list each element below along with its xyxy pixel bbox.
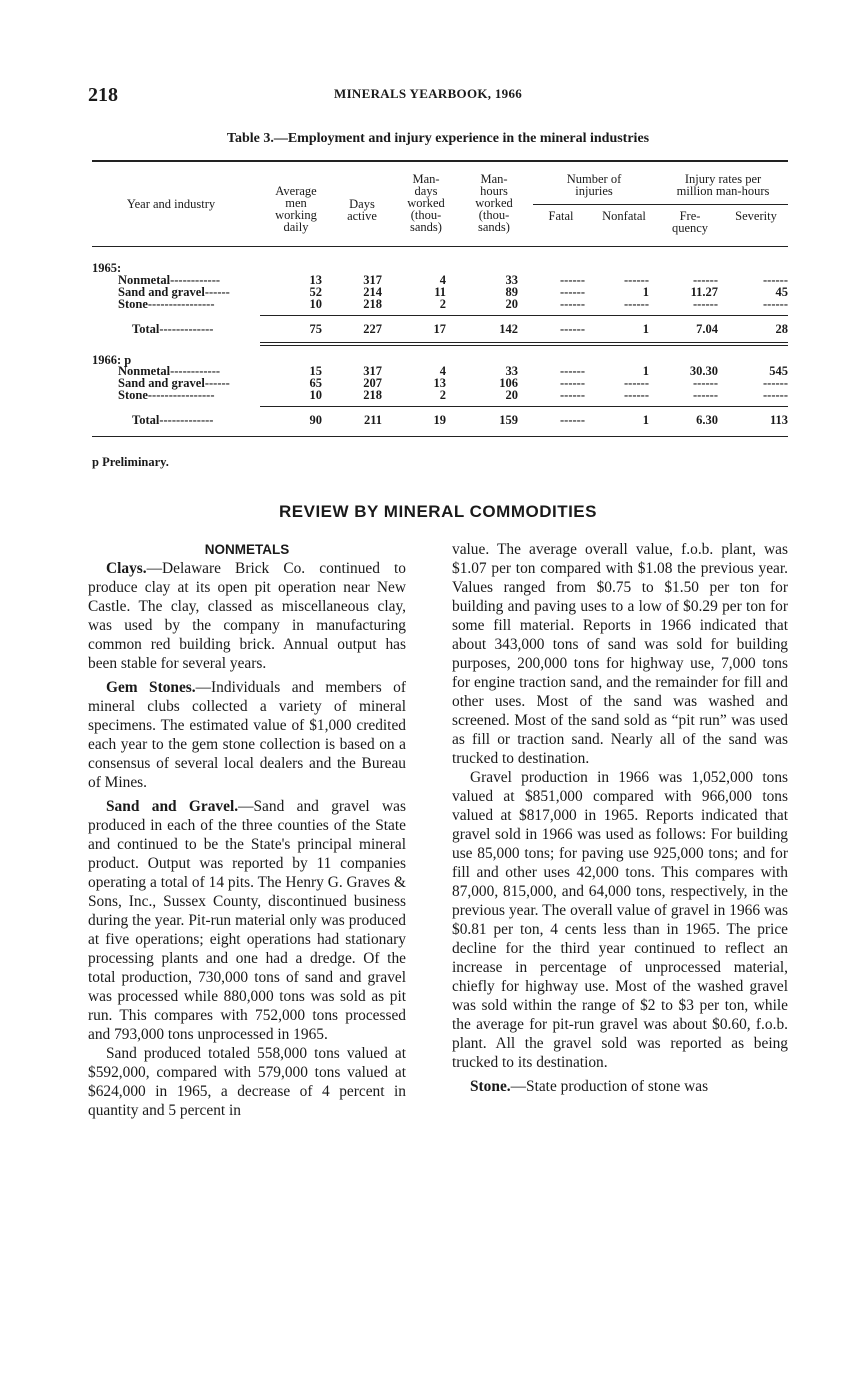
header-bottom-rule (92, 246, 788, 247)
paragraph-stone: Stone.—State production of stone was (470, 1078, 709, 1095)
group-1965: 1965: (92, 261, 122, 275)
header-severity: Severity (735, 209, 777, 223)
paragraph-clays: Clays.—Delaware Brick Co. continued to produce clay at its open pit operation near New Castle. The clay, classed as miscellaneous clay, was used by the company in manufacturing common red building brick. Annual output has been stable for several years. (88, 560, 406, 672)
header-man-hours: Man- hours worked (thou- sands) (475, 172, 513, 234)
header-year-industry: Year and industry (126, 197, 216, 211)
table-title: Table 3.—Employment and injury experience in the mineral industries (226, 131, 650, 146)
table-top-rule (92, 160, 788, 162)
table-footnote: p Preliminary. (92, 455, 169, 469)
subtotal-rule-1966 (260, 406, 788, 407)
header-average-men: Average men working daily (275, 184, 317, 234)
text-column-right (452, 540, 788, 1096)
double-rule-a (260, 342, 788, 343)
page-number: 218 (88, 84, 118, 106)
document-page: 218 MINERALS YEARBOOK, 1966 Table 3.—Employment and injury experience in the mineral industries Year and industry Average men working daily Days active Man- days worked (thou- sands) Man- hours worked (thou- sands) Number of injuries Injury rates per million man-hours Fatal Nonfatal Fre- quency Severity 1965: Nonmetal------------ 13 317 4 33 ------ ------ ------ ------ Sand and gravel------ 52 214 11 89 ------ 1 11.27 45 Stone---------------- 10 218 2 20 ------ ------ ------ ------ Total------------- 75 227 17 142 ------ 1 7.04 28 1966: p Nonmetal------------ 15 317 4 33 ------ 1 30.30 545 Sand and gravel------ 65 207 13 106 ------ ------ ------ ------ Stone---------------- 10 218 2 20 ------ ------ ------ ------ Total------------- 90 211 19 159 ------ 1 6.30 113 p Preliminary. REVIEW BY MINERAL COMMODITIES NONMETALS Clays.—Delaware Brick Co. continued to produce clay at its open pit operation near New Castle. The clay, classed as miscellaneous clay, was used by the company in manufacturing common red building brick. Annual output has been stable for several years. Gem Stones.—Individuals and members of mineral clubs collected a variety of mineral specimens. The estimated value of $1,000 credited each year to the gem stone collection is based on a consensus of several local dealers and the Bureau of Mines. Sand and Gravel.—Sand and gravel was produced in each of the three counties of the State and continued to be the State's principal mineral product. Output was reported by 11 companies operating a total of 14 pits. The Henry G. Graves & Sons, Inc., Sussex County, discontinued business during the year. Pit-run material only was produced at five operations; eight operations had stationary processing plants and one had a dredge. Of the total production, 730,000 tons of sand and gravel was processed while 880,000 tons was sold as pit run. This compares with 752,000 tons processed and 793,000 tons unprocessed in 1965. Sand produced totaled 558,000 tons valued at $592,000, compared with 579,000 tons valued at $624,000 in 1965, a decrease of 4 percent in quantity and 5 percent in value. The average overall value, f.o.b. plant, was $1.07 per ton compared with $1.08 the previous year. Values ranged from $0.75 to $1.50 per ton for building and paving uses to a low of $0.29 per ton for some fill material. Reports in 1966 indicated that about 343,000 tons of sand was sold for building purposes, 200,000 tons for highway use, 7,000 tons for engine traction sand, and the remainder for fill and other uses. Most of the sand was washed and screened. Most of the sand sold as “pit run” was used as fill or traction sand. Nearly all of the sand was trucked to destination. Gravel production in 1966 was 1,052,000 tons valued at $851,000 compared with 966,000 tons valued at $817,000 in 1965. Reports indicated that gravel sold in 1966 was used as follows: For building use 85,000 tons; for paving use 925,000 tons; and for fill and other uses 42,000 tons. This compares with 87,000, 815,000, and 64,000 tons, respectively, in the previous year. The overall value of gravel in 1966 was $0.81 per ton, 4 cents less than in 1965. The price decline for the third year continued to reflect an increase in percentage of unprocessed material, chiefly for highway use. Most of the washed gravel was sold within the range of $2 to $3 per ton, while the average for pit-run gravel was about $0.60, f.o.b. plant. All the gravel sold was reported as being trucked to its destination. Stone.—State production of stone was (88, 84, 788, 1119)
header-frequency: Fre- quency (671, 209, 709, 235)
header-split-rule (533, 204, 788, 205)
header-days-active: Days active (347, 197, 377, 223)
paragraph-sand-produced: Sand produced totaled 558,000 tons valued at $592,000, compared with 579,000 tons valued at $624,000 in 1965, a decrease of 4 percent in quantity and 5 percent in (88, 1045, 406, 1119)
paragraph-sand-gravel: Sand and Gravel.—Sand and gravel was produced in each of the three counties of the State and continued to be the State's principal mineral product. Output was reported by 11 companies operating a total of 14 pits. The Henry G. Graves & Sons, Inc., Sussex County, discontinued business during the year. Pit-run material only was produced at five operations; eight operations had stationary processing plants and one had a dredge. Of the total production, 730,000 tons of sand and gravel was processed while 880,000 tons was sold as pit run. This compares with 752,000 tons processed and 793,000 tons unprocessed in 1965. (88, 798, 406, 1043)
header-nonfatal: Nonfatal (602, 209, 646, 223)
paragraph-gravel: Gravel production in 1966 was 1,052,000 tons valued at $851,000 compared with 966,000 tons valued at $817,000 in 1965. Reports indicated that gravel sold in 1966 was used as follows: For building use 85,000 tons; for paving use 925,000 tons; and for fill and other uses 42,000 tons. This compares with 87,000, 815,000, and 64,000 tons, respectively, in the previous year. The overall value of gravel in 1966 was $0.81 per ton, 4 cents less than in 1965. The price decline for the third year continued to reflect an increase in percentage of unprocessed material, chiefly for highway use. Most of the washed gravel was sold within the range of $2 to $3 per ton, while the average for pit-run gravel was about $0.60, f.o.b. plant. All the gravel sold was reported as being trucked to its destination. (452, 769, 788, 1071)
table-bottom-rule (92, 436, 788, 437)
paragraph-gem-stones: Gem Stones.—Individuals and members of mineral clubs collected a variety of mineral specimens. The estimated value of $1,000 credited each year to the gem stone collection is based on a consensus of several local dealers and the Bureau of Mines. (88, 679, 406, 791)
subtotal-rule-1965 (260, 315, 788, 316)
header-man-days: Man- days worked (thou- sands) (407, 172, 445, 234)
paragraph-sand-value: value. The average overall value, f.o.b. plant, was $1.07 per ton compared with $1.08 the previous year. Values ranged from $0.75 to $1.50 per ton for building and paving uses to a low of $0.29 per ton for some fill material. Reports in 1966 indicated that about 343,000 tons of sand was sold for building purposes, 200,000 tons for highway use, 7,000 tons for engine traction sand, and the remainder for fill and other uses. Most of the sand was washed and screened. Most of the sand sold as “pit run” was used as fill or traction sand. Nearly all of the sand was trucked to destination. (452, 541, 788, 767)
double-rule-b (260, 345, 788, 346)
header-fatal: Fatal (548, 209, 574, 223)
group-1966: 1966: p (92, 353, 132, 367)
page-header (88, 84, 788, 114)
header-number-of-injuries: Number of injuries (566, 172, 622, 198)
text-column-left (88, 540, 406, 1120)
section-title: REVIEW BY MINERAL COMMODITIES (278, 502, 597, 521)
header-injury-rates: Injury rates per million man-hours (676, 172, 770, 198)
running-head: MINERALS YEARBOOK, 1966 (334, 86, 523, 101)
nonmetals-heading: NONMETALS (204, 542, 290, 557)
